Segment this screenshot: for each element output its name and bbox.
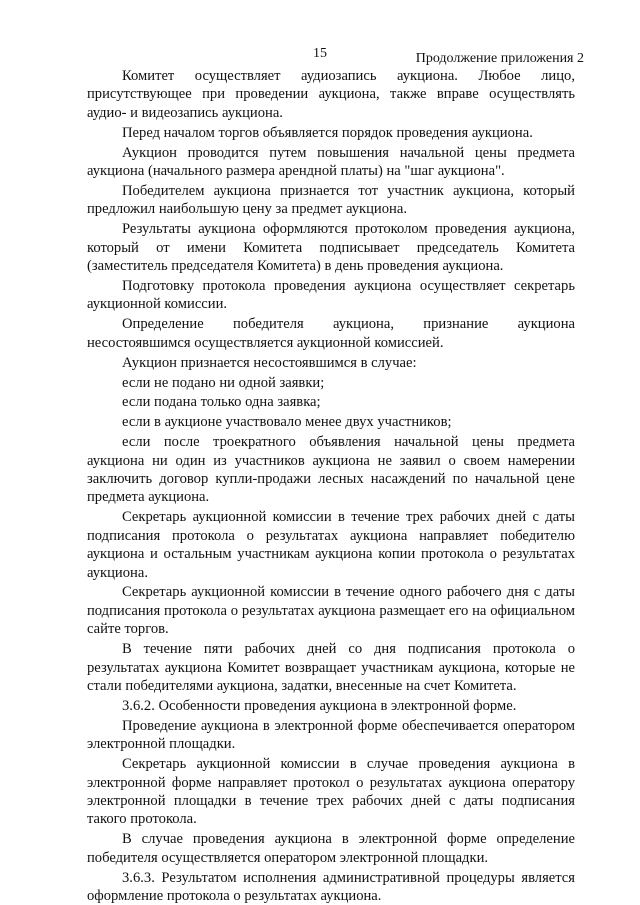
page-number: 15 (313, 46, 327, 61)
paragraph: Подготовку протокола проведения аукциона осуществляет секретарь аукционной комиссии. (87, 277, 575, 313)
list-item: если не подано ни одной заявки; (122, 374, 325, 391)
paragraph: В случае проведения аукциона в электронной форме определение победителя осуществляется оператором электронной площадки. (87, 831, 575, 866)
list-item: если в аукционе участвовало менее двух участников; (122, 414, 452, 431)
paragraph: Определение победителя аукциона, признание аукциона несостоявшимся осуществляется аукционной комиссией. (87, 316, 575, 351)
section-heading: 3.6.2. Особенности проведения аукциона в электронной форме. (122, 697, 517, 714)
list-item: если после троекратного объявления начальной цены предмета аукциона ни один из участников аукциона не заявил о своем намерении заключить договор купли-продажи лесных насаждений по начальной цене предмета аукциона. (87, 434, 575, 506)
paragraph: Секретарь аукционной комиссии в течение трех рабочих дней с даты подписания протокола о результатах аукциона направляет победителю аукциона и остальным участникам аукциона копии протокола о результатах аукциона. (87, 509, 575, 581)
paragraph: Секретарь аукционной комиссии в случае проведения аукциона в электронной форме направляет протокол о результатах аукциона оператору электронной площадки в течение трех рабочих дней с даты подписания такого протокола. (87, 756, 575, 828)
body-text (87, 67, 575, 905)
paragraph: Аукцион признается несостоявшимся в случае: (122, 354, 417, 371)
paragraph: Победителем аукциона признается тот участник аукциона, который предложил наибольшую цену за предмет аукциона. (87, 182, 575, 218)
paragraph: Комитет осуществляет аудиозапись аукциона. Любое лицо, присутствующее при проведении аукциона, также вправе осуществлять аудио- и видеозапись аукциона. (87, 68, 575, 121)
paragraph: Аукцион проводится путем повышения начальной цены предмета аукциона (начального размера арендной платы) на "шаг аукциона". (87, 144, 575, 180)
paragraph: Перед началом торгов объявляется порядок проведения аукциона. (122, 124, 533, 141)
paragraph: Секретарь аукционной комиссии в течение одного рабочего дня с даты подписания протокола о результатах аукциона размещает его на официальном сайте торгов. (87, 584, 575, 638)
paragraph: Результаты аукциона оформляются протоколом проведения аукциона, который от имени Комитета подписывает председатель Комитета (заместитель председателя Комитета) в день проведения аукциона. (87, 221, 575, 275)
list-item: если подана только одна заявка; (122, 394, 321, 411)
section-paragraph: 3.6.3. Результатом исполнения административной процедуры является оформление протокола о результатах аукциона. (87, 869, 575, 904)
paragraph: В течение пяти рабочих дней со дня подписания протокола о результатах аукциона Комитет возвращает участникам аукциона, которые не стали победителями аукциона, задатки, внесенные на счет Комитета. (87, 641, 575, 694)
paragraph: Проведение аукциона в электронной форме обеспечивается оператором электронной площадки. (87, 717, 575, 753)
appendix-note: Продолжение приложения 2 (415, 51, 584, 66)
